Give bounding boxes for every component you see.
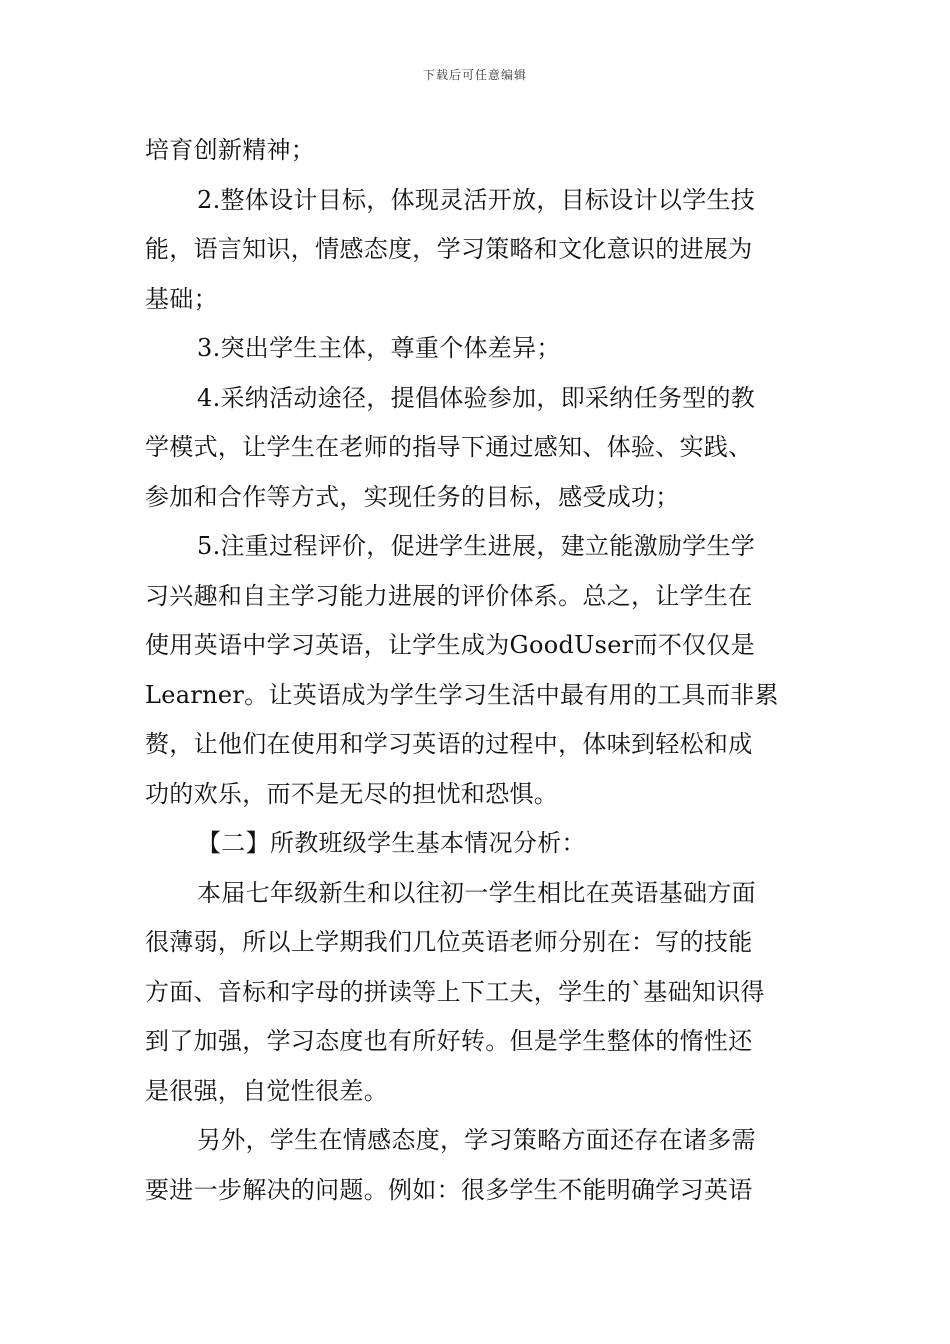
text-line: 另外，学生在情感态度，学习策略方面还存在诸多需	[197, 1126, 756, 1154]
text-line: 参加和合作等方式，实现任务的目标，感受成功；	[145, 482, 680, 511]
text-line: 使用英语中学习英语，让学生成为GoodUser而不仅仅是	[145, 631, 756, 659]
text-line: 5.注重过程评价，促进学生进展，建立能激励学生学	[197, 532, 756, 560]
text-line: Learner。让英语成为学生学习生活中最有用的工具而非累	[145, 680, 779, 709]
text-line: 基础；	[145, 284, 218, 313]
text-line: 很薄弱，所以上学期我们几位英语老师分别在：写的技能	[145, 928, 753, 956]
text-line: 到了加强，学习态度也有所好转。但是学生整体的惰性还	[145, 1027, 753, 1055]
text-line: 功的欢乐，而不是无尽的担忧和恐惧。	[145, 779, 559, 808]
text-line: 能，语言知识，情感态度，学习策略和文化意识的进展为	[145, 235, 753, 263]
text-line: 4.采纳活动途径，提倡体验参加，即采纳任务型的教	[197, 383, 756, 412]
text-line: 习兴趣和自主学习能力进展的评价体系。总之，让学生在	[145, 581, 753, 610]
text-line: 学模式，让学生在老师的指导下通过感知、体验、实践、	[145, 433, 753, 461]
text-line: 方面、音标和字母的拼读等上下工夫，学生的`基础知识得	[145, 977, 765, 1006]
text-line: 是很强，自觉性很差。	[145, 1076, 388, 1105]
body-text	[145, 126, 810, 1215]
text-line: 本届七年级新生和以往初一学生相比在英语基础方面	[197, 878, 756, 907]
text-line: 要进一步解决的问题。例如：很多学生不能明确学习英语	[145, 1175, 753, 1204]
text-line: 赘，让他们在使用和学习英语的过程中，体味到轻松和成	[145, 730, 753, 758]
text-line: 【二】所教班级学生基本情况分析：	[197, 829, 586, 857]
text-line: 培育创新精神；	[145, 136, 316, 164]
text-line: 3.突出学生主体，尊重个体差异；	[197, 334, 561, 362]
header-note: 下载后可任意编辑	[422, 68, 527, 82]
text-line: 2.整体设计目标，体现灵活开放，目标设计以学生技	[197, 185, 756, 214]
